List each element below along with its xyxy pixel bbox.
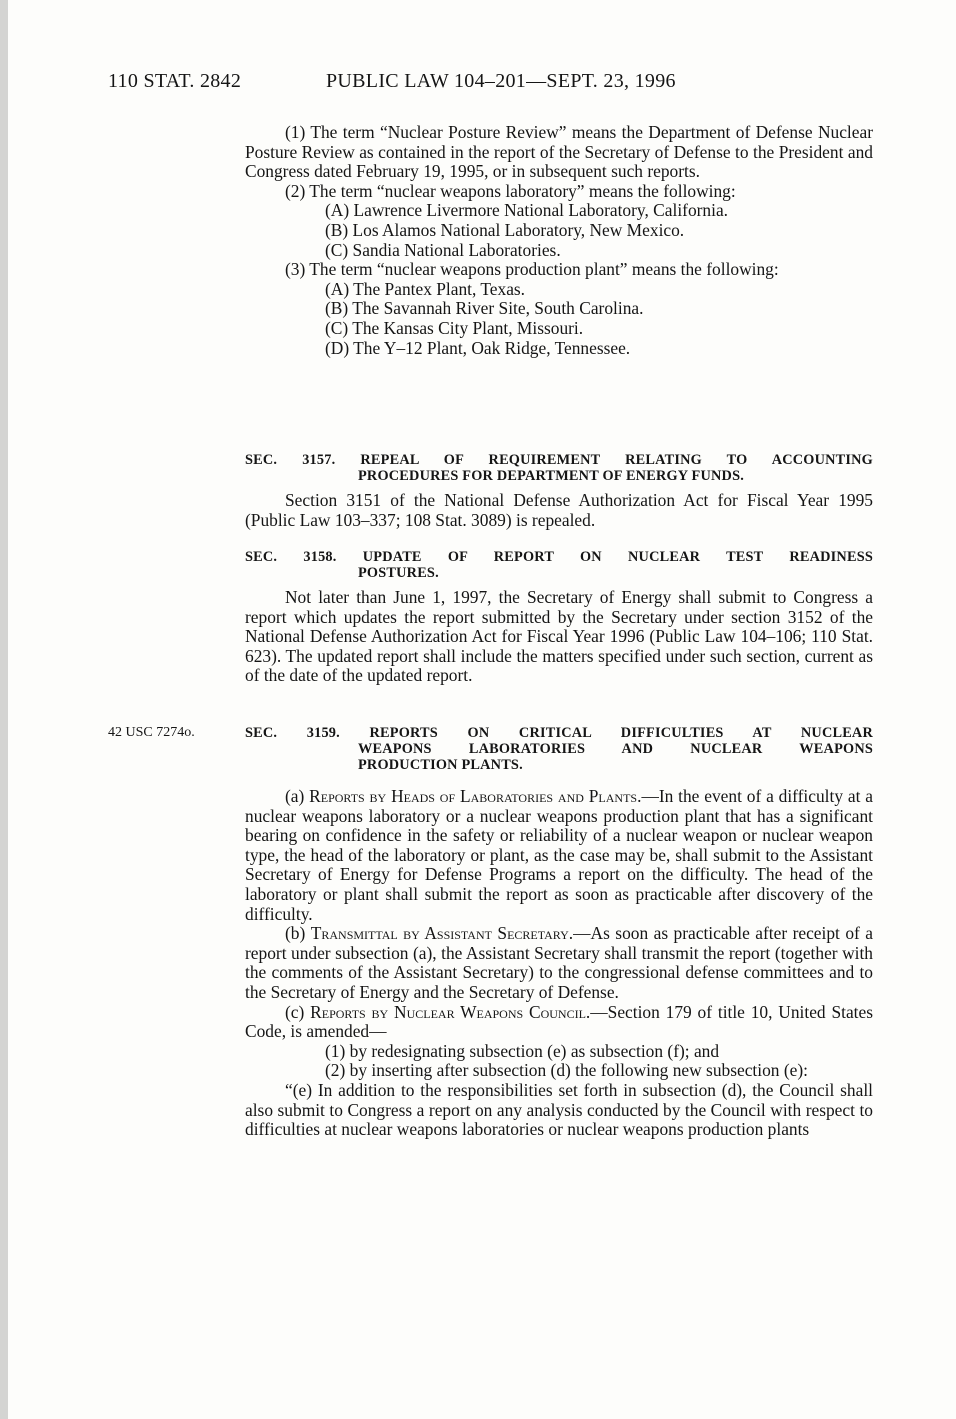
section-3157 bbox=[245, 452, 873, 530]
margin-citation: 42 USC 7274o. bbox=[108, 725, 195, 740]
definition-2c: (C) Sandia National Laboratories. bbox=[325, 239, 561, 260]
amendment-1: (1) by redesignating subsection (e) as subsection (f); and bbox=[325, 1040, 720, 1061]
section-3158-heading: SEC. 3158. UPDATE OF REPORT ON NUCLEAR TEST READINESS POSTURES. bbox=[245, 549, 873, 581]
section-3159-heading: SEC. 3159. REPORTS ON CRITICAL DIFFICULTIES AT NUCLEAR WEAPONS LABORATORIES AND NUCLEAR WEAPONS PRODUCTION PLANTS. bbox=[245, 725, 873, 773]
section-3158 bbox=[245, 549, 873, 686]
definitions-block bbox=[245, 123, 873, 358]
definition-3c: (C) The Kansas City Plant, Missouri. bbox=[325, 317, 584, 338]
subsection-c-heading: Reports by Nuclear Weapons Council. bbox=[310, 1001, 591, 1022]
subsection-a-heading: Reports by Heads of Laboratories and Plants. bbox=[309, 786, 642, 806]
definition-3b: (B) The Savannah River Site, South Carolina. bbox=[325, 298, 644, 319]
subsection-a: (a) Reports by Heads of Laboratories and Plants.—In the event of a difficulty at a nuclear weapons laboratory or a nuclear weapons production plant that has a significant bearing on confidence in the safety or reliability of a nuclear weapon or nuclear weapon type, the head of the laboratory or plant, as the case may be, shall submit to the Assistant Secretary of Energy for Defense Programs a report on the difficulty. The head of the laboratory or plant shall submit the report as soon as practicable after discovery of the difficulty. bbox=[245, 786, 873, 924]
section-3157-heading: SEC. 3157. REPEAL OF REQUIREMENT RELATING TO ACCOUNTING PROCEDURES FOR DEPARTMENT OF ENERGY FUNDS. bbox=[245, 452, 873, 484]
subsection-b: (b) Transmittal by Assistant Secretary.—As soon as practicable after receipt of a report under subsection (a), the Assistant Secretary shall transmit the report (together with the comments of the Assistant Secretary) to the congressional defense committees and to the Secretary of Energy and the Secretary of Defense. bbox=[245, 923, 873, 1002]
definition-2a: (A) Lawrence Livermore National Laboratory, California. bbox=[325, 200, 729, 221]
running-head: PUBLIC LAW 104–201—SEPT. 23, 1996 bbox=[326, 70, 676, 92]
page-stat-citation: 110 STAT. 2842 bbox=[108, 70, 242, 92]
section-3157-text: Section 3151 of the National Defense Authorization Act for Fiscal Year 1995 (Public Law 103–337; 108 Stat. 3089) is repealed. bbox=[245, 490, 873, 530]
definition-3a: (A) The Pantex Plant, Texas. bbox=[325, 278, 526, 299]
definition-2b: (B) Los Alamos National Laboratory, New Mexico. bbox=[325, 219, 685, 240]
section-3159 bbox=[245, 725, 873, 1140]
inserted-subsection-e: “(e) In addition to the responsibilities set forth in subsection (d), the Council shall also submit to Congress a report on any analysis conducted by the Council with respect to difficulties at nuclear weapons laboratories or nuclear weapons production plants bbox=[245, 1079, 873, 1140]
definition-1: (1) The term “Nuclear Posture Review” means the Department of Defense Nuclear Posture Review as contained in the report of the Secretary of Defense to the President and Congress dated February 19, 1995, or in subsequent such reports. bbox=[245, 122, 873, 182]
definition-3: (3) The term “nuclear weapons production plant” means the following: bbox=[285, 259, 779, 280]
subsection-b-heading: Transmittal by Assistant Secretary. bbox=[310, 923, 574, 944]
amendment-2: (2) by inserting after subsection (d) the following new subsection (e): bbox=[325, 1060, 808, 1081]
definition-2: (2) The term “nuclear weapons laboratory” means the following: bbox=[285, 180, 736, 201]
subsection-c: (c) Reports by Nuclear Weapons Council.—Section 179 of title 10, United States Code, is amended— bbox=[245, 1001, 873, 1042]
section-3158-text: Not later than June 1, 1997, the Secretary of Energy shall submit to Congress a report which updates the report submitted by the Secretary under section 3152 of the National Defense Authorization Act for Fiscal Year 1996 (Public Law 104–106; 110 Stat. 623). The updated report shall include the matters specified under such section, current as of the date of the updated report. bbox=[245, 587, 873, 686]
scan-edge bbox=[0, 0, 8, 1419]
definition-3d: (D) The Y–12 Plant, Oak Ridge, Tennessee. bbox=[325, 337, 631, 358]
